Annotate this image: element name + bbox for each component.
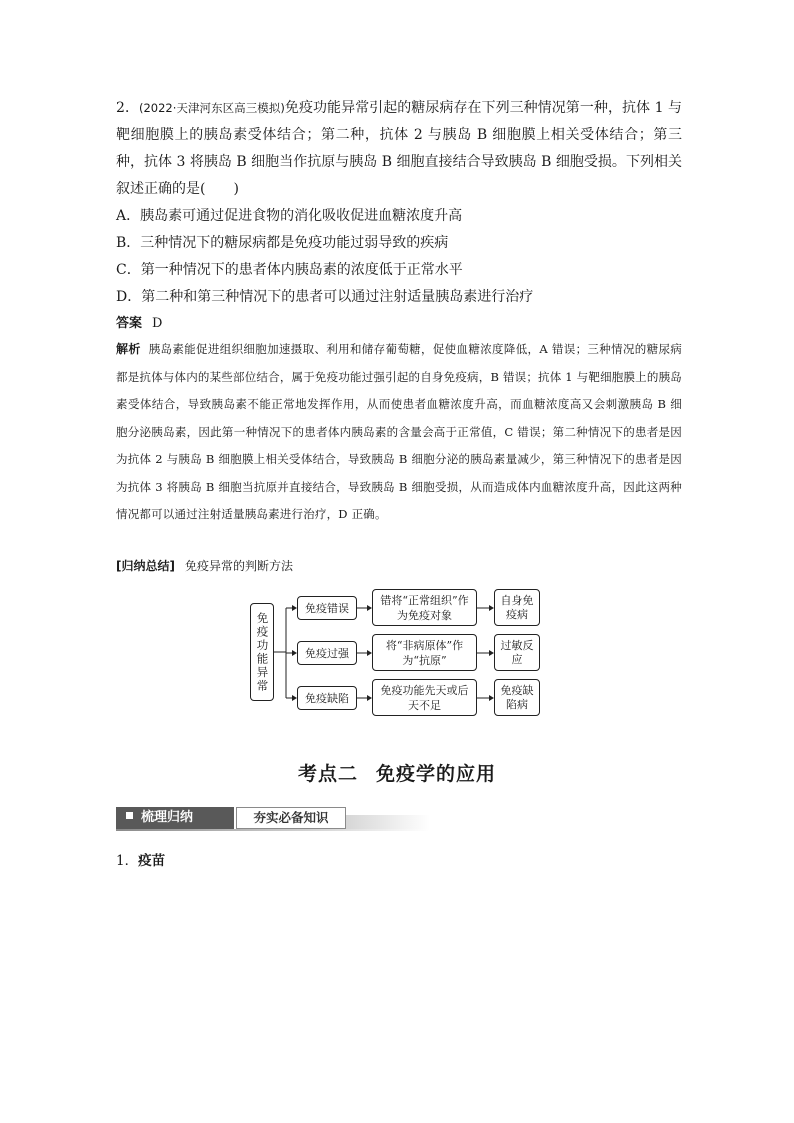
category-immune-deficiency: 免疫缺陷	[297, 686, 357, 710]
banner-light-tab: 夯实必备知识	[236, 807, 346, 829]
banner-baseline	[116, 829, 430, 831]
category-immune-error: 免疫错误	[297, 596, 357, 620]
description-immune-deficiency: 免疫功能先天或后天不足	[372, 679, 477, 716]
question-number: 2．	[116, 100, 139, 116]
subsection-heading	[116, 849, 165, 869]
question-text: 免疫功能异常引起的糖尿病存在下列三种情况第一种，抗体 1 与靶细胞膜上的胰岛素受体结合；第二种，抗体 2 与胰岛 B 细胞膜上相关受体结合；第三种，抗体 3 将胰岛 B 细胞当作抗原与胰岛 B 细胞直接结合导致胰岛 B 细胞受损。下列相关叙述正确的是( )	[116, 100, 682, 197]
answer-label: 答案	[116, 316, 143, 331]
section-banner	[116, 807, 430, 831]
summary-heading	[116, 557, 293, 574]
option-b: B．三种情况下的糖尿病都是免疫功能过弱导致的疾病	[116, 235, 449, 251]
diagram-root: 免疫功能异常	[250, 603, 274, 701]
banner-dark-label: 梳理归纳	[141, 810, 194, 825]
subsection-number: 1．	[116, 853, 139, 869]
question-source: (2022·天津河东区高三模拟)	[139, 101, 285, 115]
subsection-title: 疫苗	[138, 853, 166, 869]
summary-title: 免疫异常的判断方法	[184, 559, 293, 573]
section-name: 免疫学的应用	[376, 763, 497, 785]
square-bullet-icon	[126, 812, 133, 819]
section-title	[0, 759, 794, 786]
result-immunodeficiency-disease: 免疫缺陷病	[494, 679, 540, 716]
option-d: D．第二种和第三种情况下的患者可以通过注射适量胰岛素进行治疗	[116, 289, 534, 305]
description-immune-overactive: 将“非病原体”作为“抗原”	[372, 634, 477, 671]
description-immune-error: 错将“正常组织”作为免疫对象	[372, 589, 477, 626]
analysis-paragraph	[116, 336, 682, 529]
result-allergic-reaction: 过敏反应	[494, 634, 540, 671]
answer-value: D	[152, 316, 163, 331]
category-immune-overactive: 免疫过强	[297, 641, 357, 665]
analysis-text: 胰岛素能促进组织细胞加速摄取、利用和储存葡萄糖，促使血糖浓度降低，A 错误；三种情况的糖尿病都是抗体与体内的某些部位结合，属于免疫功能过强引起的自身免疫病，B 错误；抗体 1 与靶细胞膜上的胰岛素受体结合，导致胰岛素不能正常地发挥作用，从而使患者血糖浓度升高，而血糖浓度高又会刺激胰岛 B 细胞分泌胰岛素，因此第一种情况下的患者体内胰岛素的含量会高于正常值，C 错误；第二种情况下的患者是因为抗体 2 与胰岛 B 细胞膜上相关受体结合，导致胰岛 B 细胞分泌的胰岛素量减少，第三种情况下的患者是因为抗体 3 将胰岛 B 细胞当抗原并直接结合，导致胰岛 B 细胞受损，从而造成体内血糖浓度升高，因此这两种情况都可以通过注射适量胰岛素进行治疗，D 正确。	[116, 342, 683, 521]
immune-abnormality-diagram	[250, 583, 550, 723]
banner-dark-tab	[116, 807, 234, 829]
section-number: 考点二	[297, 763, 358, 785]
analysis-label: 解析	[116, 342, 141, 356]
result-autoimmune-disease: 自身免疫病	[494, 589, 540, 626]
question-block	[116, 95, 682, 529]
summary-label: [归纳总结]	[116, 559, 175, 573]
question-stem	[116, 95, 682, 203]
option-c: C．第一种情况下的患者体内胰岛素的浓度低于正常水平	[116, 262, 463, 278]
answer-line	[116, 311, 682, 336]
option-a: A．胰岛素可通过促进食物的消化吸收促进血糖浓度升高	[116, 208, 463, 224]
